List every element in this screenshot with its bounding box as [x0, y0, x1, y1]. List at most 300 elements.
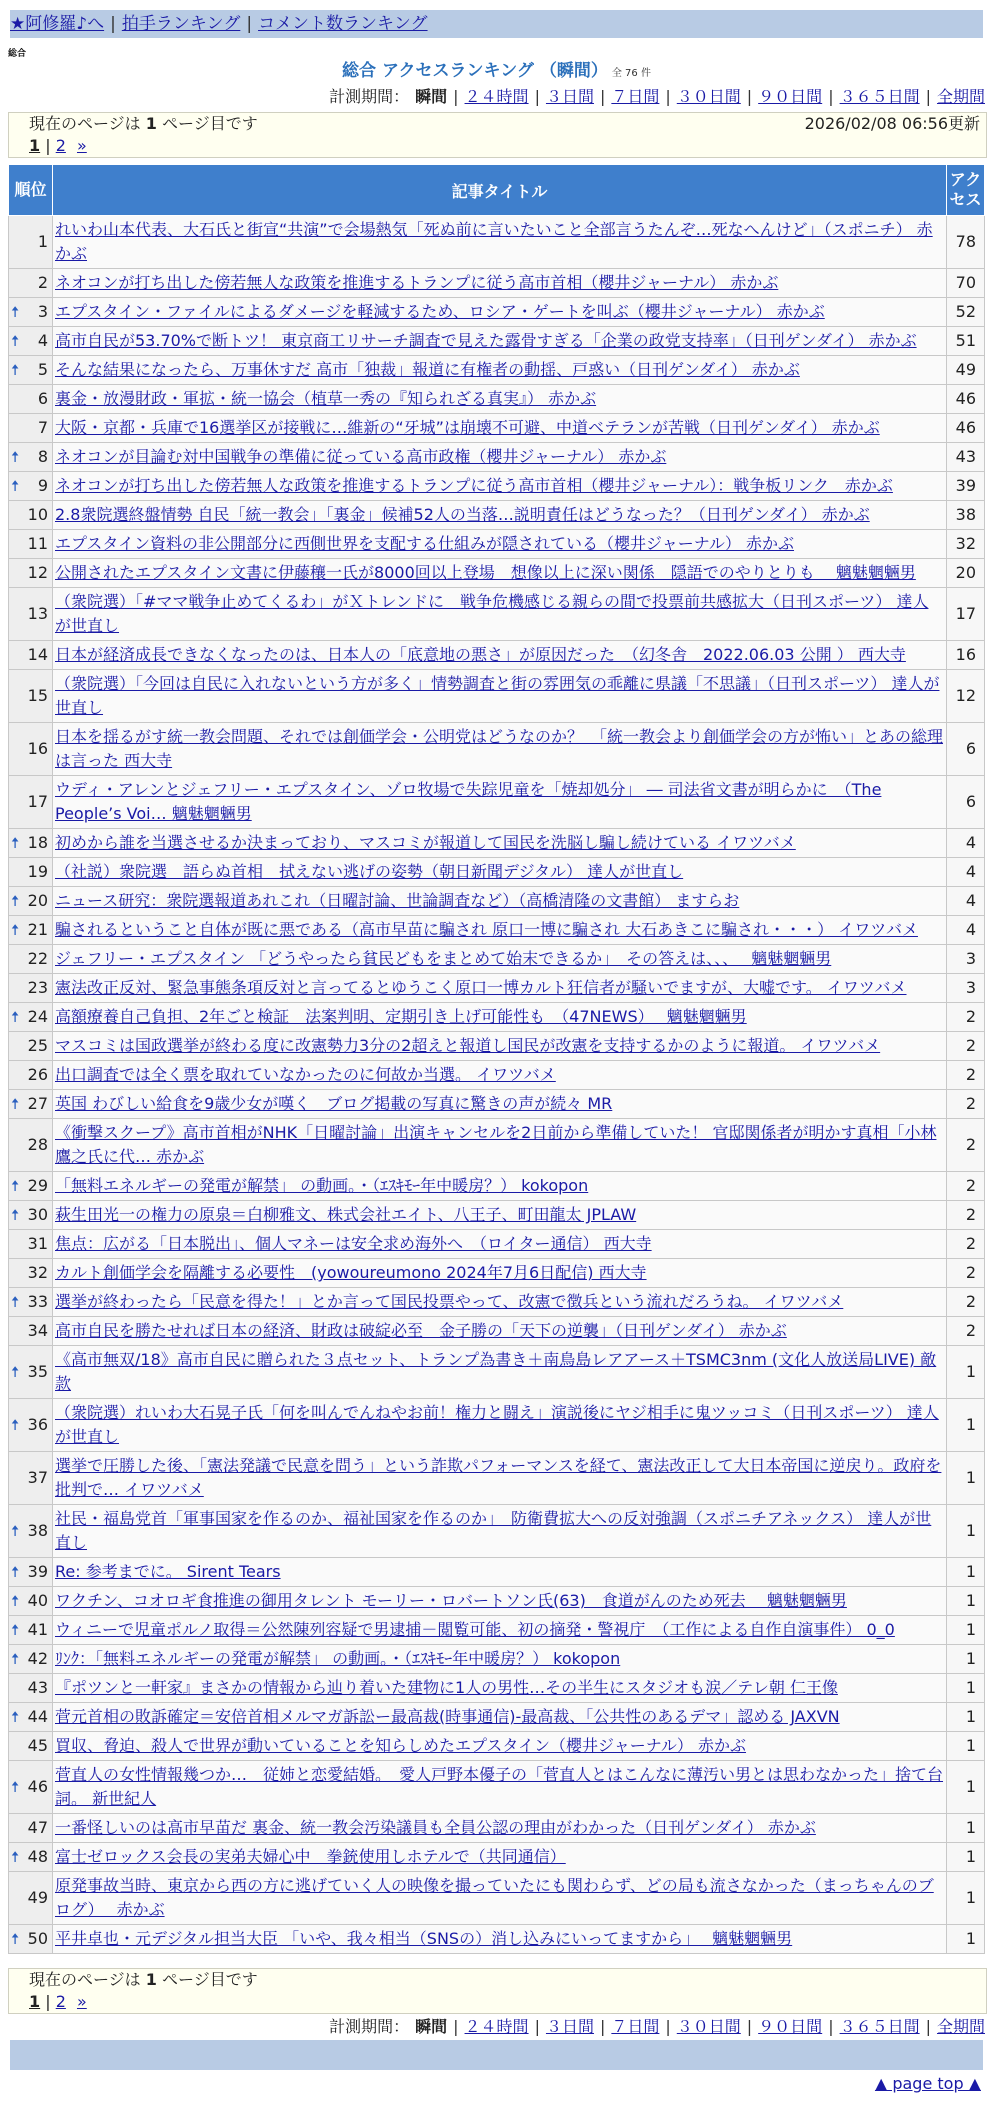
rank-cell [9, 1616, 53, 1645]
page-title [0, 60, 993, 85]
period-30d-link[interactable]: ３０日間 [676, 87, 741, 106]
rank-up-arrow-icon: 🠅 [11, 834, 20, 852]
table-row [9, 501, 985, 530]
article-title-link[interactable]: 「無料エネルギーの発電が解禁」 の動画。・（ｴｽｷﾓｰ年中暖房？） kokopon [55, 1176, 589, 1195]
access-count: 52 [947, 298, 985, 327]
article-title-link[interactable]: 日本が経済成長できなくなったのは、日本人の「底意地の悪さ」が原因だった （幻冬舎 2022.06.03 公開 ） 西大寺 [55, 645, 906, 664]
access-count: 2 [947, 1259, 985, 1288]
page-1-current: 1 [29, 136, 41, 155]
article-title-link[interactable]: ネオコンが打ち出した傍若無人な政策を推進するトランプに従う高市首相（櫻井ジャーナル） 赤かぶ [55, 273, 779, 292]
article-title-link[interactable]: エプスタイン・ファイルによるダメージを軽減するため、ロシア・ゲートを叫ぶ（櫻井ジャーナル） 赤かぶ [55, 302, 825, 321]
nav-separator: | [246, 14, 253, 34]
article-title-link[interactable]: ネオコンが打ち出した傍若無人な政策を推進するトランプに従う高市首相（櫻井ジャーナル）：戦争板リンク 赤かぶ [55, 476, 893, 495]
pagination-links: 1 | 2 » [29, 136, 87, 155]
rank-cell [9, 1003, 53, 1032]
rank-number: 6 [37, 389, 48, 408]
rank-up-arrow-icon: 🠅 [11, 1930, 20, 1948]
rank-number: 35 [27, 1362, 48, 1381]
article-title-link[interactable]: 英国 わびしい給食を9歳少女が嘆く ブログ掲載の写真に驚きの声が続々 MR [55, 1094, 613, 1113]
rank-number: 41 [27, 1620, 48, 1639]
title-cell [53, 1674, 947, 1703]
rank-cell [9, 1761, 53, 1814]
access-count: 2 [947, 1032, 985, 1061]
updated-timestamp: 2026/02/08 06:56更新 [804, 114, 980, 133]
table-row [9, 1346, 985, 1399]
rank-number: 40 [27, 1591, 48, 1610]
article-title-link[interactable]: 焦点：広がる「日本脱出」、個人マネーは安全求め海外へ （ロイター通信） 西大寺 [55, 1234, 652, 1253]
rank-up-arrow-icon: 🠅 [11, 1563, 20, 1581]
article-title-link[interactable]: 選挙で圧勝した後、「憲法発議で民意を問う」という詐欺パフォーマンスを経て、憲法改正して大日本帝国に逆戻り。政府を批判で… イワツバメ [55, 1456, 942, 1499]
table-row [9, 1230, 985, 1259]
title-cell [53, 530, 947, 559]
rank-up-arrow-icon: 🠅 [11, 1621, 20, 1639]
rank-cell [9, 356, 53, 385]
article-title-link[interactable]: 菅直人の女性情報幾つか… 従姉と恋愛結婚。 愛人戸野本優子の「菅直人とはこんなに薄汚い男とは思わなかった」捨て台詞。 新世紀人 [55, 1765, 944, 1808]
title-cell [53, 974, 947, 1003]
rank-number: 29 [27, 1176, 48, 1195]
rank-up-arrow-icon: 🠅 [11, 1008, 20, 1026]
table-row [9, 443, 985, 472]
title-cell [53, 559, 947, 588]
access-count: 51 [947, 327, 985, 356]
table-row [9, 829, 985, 858]
period-all-link[interactable]: 全期間 [936, 2017, 985, 2036]
title-cell [53, 1761, 947, 1814]
title-cell [53, 1452, 947, 1505]
rank-cell [9, 559, 53, 588]
article-title-link[interactable]: （衆院選）「#ママ戦争止めてくるわ」がＸトレンドに 戦争危機感じる親らの間で投票前共感拡大（日刊スポーツ） 達人が世直し [55, 592, 929, 635]
article-title-link[interactable]: ウィニーで児童ポルノ取得＝公然陳列容疑で男逮捕－閲覧可能、初の摘発・警視庁 （工作による自作自演事件） 0_0 [55, 1620, 895, 1639]
rank-number: 27 [27, 1094, 48, 1113]
rank-number: 11 [27, 534, 48, 553]
rank-cell [9, 887, 53, 916]
access-count: 12 [947, 670, 985, 723]
table-row [9, 1732, 985, 1761]
table-row [9, 1761, 985, 1814]
title-cell [53, 1259, 947, 1288]
table-row [9, 945, 985, 974]
rank-up-arrow-icon: 🠅 [11, 1592, 20, 1610]
title-cell [53, 1201, 947, 1230]
title-cell [53, 1872, 947, 1925]
page-status-bottom: 現在のページは 1 ページ目です [29, 1970, 258, 1989]
access-count: 1 [947, 1645, 985, 1674]
access-count: 3 [947, 974, 985, 1003]
period-3d-link[interactable]: ３日間 [545, 2017, 594, 2036]
title-cell [53, 1587, 947, 1616]
rank-number: 12 [27, 563, 48, 582]
rank-cell [9, 588, 53, 641]
article-title-link[interactable]: 騙されるということ自体が既に悪である（高市早苗に騙され 原口一博に騙され 大石あきこに騙され・・・） イワツバメ [55, 920, 918, 939]
clap-ranking-link[interactable]: 拍手ランキング [121, 14, 241, 34]
access-count: 1 [947, 1732, 985, 1761]
rank-number: 38 [27, 1521, 48, 1540]
article-title-link[interactable]: 初めから誰を当選させるか決まっており、マスコミが報道して国民を洗脳し騙し続けている イワツバメ [55, 833, 796, 852]
access-count: 1 [947, 1872, 985, 1925]
rank-cell [9, 501, 53, 530]
table-row [9, 1172, 985, 1201]
access-count: 4 [947, 829, 985, 858]
table-row [9, 858, 985, 887]
rank-up-arrow-icon: 🠅 [11, 1177, 20, 1195]
access-count: 6 [947, 723, 985, 776]
next-page-link[interactable]: » [76, 1992, 87, 2011]
table-row [9, 1674, 985, 1703]
title-cell [53, 916, 947, 945]
rank-up-arrow-icon: 🠅 [11, 303, 20, 321]
table-row [9, 974, 985, 1003]
rank-number: 39 [27, 1562, 48, 1581]
rank-number: 8 [37, 447, 48, 466]
access-count: 1 [947, 1814, 985, 1843]
title-cell [53, 1317, 947, 1346]
rank-cell [9, 1925, 53, 1954]
article-title-link[interactable]: 憲法改正反対、緊急事態条項反対と言ってるとゆうこく原口一博カルト狂信者が騒いでますが、大嘘です。 イワツバメ [55, 978, 907, 997]
access-count: 1 [947, 1674, 985, 1703]
rank-number: 22 [27, 949, 48, 968]
rank-number: 47 [27, 1818, 48, 1837]
article-title-link[interactable]: 萩生田光一の権力の原泉＝白柳雅文、株式会社エイト、八王子、町田龍太 JPLAW [55, 1205, 637, 1224]
article-title-link[interactable]: Re: 参考までに。 Sirent Tears [55, 1562, 281, 1581]
rank-up-arrow-icon: 🠅 [11, 1095, 20, 1113]
rank-up-arrow-icon: 🠅 [11, 361, 20, 379]
title-cell [53, 327, 947, 356]
rank-cell [9, 858, 53, 887]
title-cell [53, 1346, 947, 1399]
access-count: 46 [947, 385, 985, 414]
table-row [9, 327, 985, 356]
access-header: アクセス [947, 165, 985, 216]
article-title-link[interactable]: 平井卓也・元デジタル担当大臣 「いや、我々相当（SNSの）消し込みにいってますから」 魑魅魍魎男 [55, 1929, 793, 1948]
access-count: 17 [947, 588, 985, 641]
rank-number: 17 [27, 792, 48, 811]
title-cell [53, 723, 947, 776]
rank-number: 46 [27, 1777, 48, 1796]
table-row [9, 1090, 985, 1119]
pagination-links-bottom: 1 | 2 » [29, 1992, 87, 2011]
article-title-link[interactable]: 原発事故当時、東京から西の方に逃げていく人の映像を撮っていたにも関わらず、どの局も流さなかった（まっちゃんのブログ） 赤かぶ [55, 1876, 934, 1919]
rank-number: 13 [27, 604, 48, 623]
table-row [9, 414, 985, 443]
access-count: 43 [947, 443, 985, 472]
table-row [9, 1645, 985, 1674]
table-row [9, 559, 985, 588]
table-row [9, 1505, 985, 1558]
table-row [9, 1399, 985, 1452]
access-count: 2 [947, 1119, 985, 1172]
rank-cell [9, 1259, 53, 1288]
page-top-link[interactable]: ▲ page top ▲ [874, 2074, 981, 2093]
period-365d-link[interactable]: ３６５日間 [839, 2017, 920, 2036]
title-cell [53, 829, 947, 858]
access-count: 1 [947, 1558, 985, 1587]
table-row [9, 670, 985, 723]
rank-cell [9, 1399, 53, 1452]
rank-cell [9, 1872, 53, 1925]
access-count: 2 [947, 1172, 985, 1201]
table-row [9, 1288, 985, 1317]
title-header: 記事タイトル [53, 165, 947, 216]
rank-cell [9, 1230, 53, 1259]
article-title-link[interactable]: ジェフリー・エプスタイン 「どうやったら貧民どもをまとめて始末できるか」 その答えは、、、 魑魅魍魎男 [55, 949, 832, 968]
page-1-current: 1 [29, 1992, 41, 2011]
table-row [9, 1925, 985, 1954]
rank-number: 31 [27, 1234, 48, 1253]
rank-number: 28 [27, 1135, 48, 1154]
category-label: 総合 [8, 49, 27, 59]
title-cell [53, 1288, 947, 1317]
article-title-link[interactable]: 日本を揺るがす統一教会問題、それでは創価学会・公明党はどうなのか？ 「統一教会より創価学会の方が怖い」とあの総理は言った 西大寺 [55, 727, 944, 770]
rank-cell [9, 1645, 53, 1674]
article-title-link[interactable]: 公開されたエプスタイン文書に伊藤穰一氏が8000回以上登場 想像以上に深い関係 隠語でのやりとりも 魑魅魍魎男 [55, 563, 916, 582]
article-title-link[interactable]: 菅元首相の敗訴確定＝安倍首相メルマガ訴訟ー最高裁(時事通信)-最高裁、「公共性のあるデマ」認める JAXVN [55, 1707, 840, 1726]
rank-number: 5 [37, 360, 48, 379]
rank-number: 20 [27, 891, 48, 910]
article-title-link[interactable]: 『ポツンと一軒家』まさかの情報から辿り着いた建物に1人の男性…その半生にスタジオも涙／テレ朝 仁王像 [55, 1678, 838, 1697]
rank-cell [9, 829, 53, 858]
access-count: 4 [947, 916, 985, 945]
rank-up-arrow-icon: 🠅 [11, 892, 20, 910]
period-all-link[interactable]: 全期間 [936, 87, 985, 106]
rank-up-arrow-icon: 🠅 [11, 332, 20, 350]
rank-number: 26 [27, 1065, 48, 1084]
title-cell [53, 1003, 947, 1032]
period-90d-link[interactable]: ９０日間 [758, 2017, 823, 2036]
article-title-link[interactable]: 一番怪しいのは高市早苗だ 裏金、統一教会汚染議員も全員公認の理由がわかった（日刊ゲンダイ） 赤かぶ [55, 1818, 816, 1837]
rank-number: 37 [27, 1468, 48, 1487]
article-title-link[interactable]: ネオコンが目論む対中国戦争の準備に従っている高市政権（櫻井ジャーナル） 赤かぶ [55, 447, 667, 466]
rank-number: 25 [27, 1036, 48, 1055]
rank-cell [9, 723, 53, 776]
rank-number: 14 [27, 645, 48, 664]
top-nav-bar [10, 10, 983, 38]
rank-number: 44 [27, 1707, 48, 1726]
pagination-box-top [8, 112, 987, 158]
title-cell [53, 1703, 947, 1732]
rank-number: 4 [37, 331, 48, 350]
rank-cell [9, 974, 53, 1003]
rank-number: 50 [27, 1929, 48, 1948]
table-row [9, 472, 985, 501]
article-title-link[interactable]: マスコミは国政選挙が終わる度に改憲勢力3分の2超えと報道し国民が改憲を支持するかのように報道。 イワツバメ [55, 1036, 881, 1055]
rank-number: 23 [27, 978, 48, 997]
access-count: 2 [947, 1317, 985, 1346]
access-count: 78 [947, 216, 985, 269]
title-cell [53, 356, 947, 385]
access-count: 39 [947, 472, 985, 501]
access-count: 2 [947, 1090, 985, 1119]
title-cell [53, 1558, 947, 1587]
rank-cell [9, 443, 53, 472]
article-title-link[interactable]: 《衝撃スクープ》高市首相がNHK「日曜討論」出演キャンセルを2日前から準備していた！ 官邸関係者が明かす真相「小林鷹之氏に代… 赤かぶ [55, 1123, 937, 1166]
article-title-link[interactable]: 社民・福島党首「軍事国家を作るのか、福祉国家を作るのか」 防衛費拡大への反対強調（スポニチアネックス） 達人が世直し [55, 1509, 932, 1552]
period-7d-link[interactable]: ７日間 [611, 2017, 660, 2036]
article-title-link[interactable]: 富士ゼロックス会長の実弟夫婦心中 拳銃使用しホテルで（共同通信） [55, 1847, 566, 1866]
access-count: 2 [947, 1230, 985, 1259]
rank-cell [9, 1732, 53, 1761]
period-90d-link[interactable]: ９０日間 [758, 87, 823, 106]
title-cell [53, 298, 947, 327]
rank-number: 33 [27, 1292, 48, 1311]
total-count: 全 76 件 [611, 68, 651, 79]
table-row [9, 1814, 985, 1843]
rank-cell [9, 1674, 53, 1703]
article-title-link[interactable]: 高額療養自己負担、2年ごと検証 法案判明、定期引き上げ可能性も （47NEWS） 魑魅魍魎男 [55, 1007, 747, 1026]
article-title-link[interactable]: そんな結果になったら、万事休すだ 高市「独裁」報道に有権者の動揺、戸惑い（日刊ゲンダイ） 赤かぶ [55, 360, 800, 379]
period-30d-link[interactable]: ３０日間 [676, 2017, 741, 2036]
rank-number: 32 [27, 1263, 48, 1282]
period-24h-link[interactable]: ２４時間 [464, 87, 529, 106]
page-2-link[interactable]: 2 [55, 136, 66, 155]
access-count: 4 [947, 887, 985, 916]
article-title-link[interactable]: 高市自民を勝たせれば日本の経済、財政は破綻必至 金子勝の「天下の逆襲」（日刊ゲンダイ） 赤かぶ [55, 1321, 787, 1340]
access-count: 1 [947, 1843, 985, 1872]
access-count: 1 [947, 1346, 985, 1399]
access-count: 3 [947, 945, 985, 974]
rank-cell [9, 1346, 53, 1399]
table-row [9, 1872, 985, 1925]
title-cell [53, 1925, 947, 1954]
pagination-box-bottom [8, 1968, 987, 2014]
table-row [9, 216, 985, 269]
article-title-link[interactable]: （衆院選）れいわ大石晃子氏「何を叫んでんねやお前！権力と闘え」演説後にヤジ相手に鬼ツッコミ（日刊スポーツ） 達人が世直し [55, 1403, 939, 1446]
title-cell [53, 1399, 947, 1452]
rank-cell [9, 414, 53, 443]
title-cell [53, 385, 947, 414]
rank-cell [9, 945, 53, 974]
article-title-link[interactable]: 大阪・京都・兵庫で16選挙区が接戦に…維新の“牙城”は崩壊不可避、中道ベテランが苦戦（日刊ゲンダイ） 赤かぶ [55, 418, 880, 437]
article-title-link[interactable]: ﾘﾝｸ：「無料エネルギーの発電が解禁」 の動画。・（ｴｽｷﾓｰ年中暖房？） kokopon [55, 1649, 621, 1668]
rank-cell [9, 1587, 53, 1616]
rank-cell [9, 1505, 53, 1558]
article-title-link[interactable]: ウディ・アレンとジェフリー・エプスタイン、ゾロ牧場で失踪児童を「焼却処分」 ― 司法省文書が明らかに （The People’s Voi… 魑魅魍魎男 [55, 780, 882, 823]
rank-number: 48 [27, 1847, 48, 1866]
next-page-link[interactable]: » [76, 136, 87, 155]
table-row [9, 588, 985, 641]
access-count: 1 [947, 1703, 985, 1732]
period-24h-link[interactable]: ２４時間 [464, 2017, 529, 2036]
title-cell [53, 1732, 947, 1761]
rank-cell [9, 472, 53, 501]
rank-number: 15 [27, 686, 48, 705]
title-cell [53, 1172, 947, 1201]
title-cell [53, 1645, 947, 1674]
table-row [9, 641, 985, 670]
article-title-link[interactable]: エプスタイン資料の非公開部分に西側世界を支配する仕組みが隠されている（櫻井ジャーナル） 赤かぶ [55, 534, 795, 553]
access-count: 49 [947, 356, 985, 385]
table-row [9, 1119, 985, 1172]
rank-cell [9, 1201, 53, 1230]
article-title-link[interactable]: （衆院選）「今回は自民に入れないという方が多く」情勢調査と街の雰囲気の乖離に県議「不思議」（日刊スポーツ） 達人が世直し [55, 674, 940, 717]
rank-number: 21 [27, 920, 48, 939]
comment-ranking-link[interactable]: コメント数ランキング [258, 14, 428, 34]
table-row [9, 356, 985, 385]
rank-cell [9, 327, 53, 356]
period-7d-link[interactable]: ７日間 [611, 87, 660, 106]
rank-up-arrow-icon: 🠅 [11, 1416, 20, 1434]
title-cell [53, 1616, 947, 1645]
title-cell [53, 887, 947, 916]
article-title-link[interactable]: 高市自民が53.70%で断トツ！ 東京商工リサーチ調査で見えた露骨すぎる「企業の政党支持率」（日刊ゲンダイ） 赤かぶ [55, 331, 917, 350]
access-count: 32 [947, 530, 985, 559]
rank-up-arrow-icon: 🠅 [11, 1522, 20, 1540]
rank-number: 19 [27, 862, 48, 881]
table-row [9, 298, 985, 327]
article-title-link[interactable]: （社説）衆院選 語らぬ首相 拭えない逃げの姿勢（朝日新聞デジタル） 達人が世直し [55, 862, 684, 881]
article-title-link[interactable]: 買収、脅迫、殺人で世界が動いていることを知らしめたエプスタイン（櫻井ジャーナル） 赤かぶ [55, 1736, 747, 1755]
table-row [9, 269, 985, 298]
rank-number: 3 [37, 302, 48, 321]
period-selector-bottom: 計測期間： 瞬間 | ２４時間 | ３日間 | ７日間 | ３０日間 | ９０日間 | ３６５日間 | 全期間 [329, 2017, 985, 2036]
rank-up-arrow-icon: 🠅 [11, 448, 20, 466]
bottom-bar [10, 2040, 983, 2070]
access-count: 2 [947, 1003, 985, 1032]
article-title-link[interactable]: 選挙が終わったら「民意を得た！」とか言って国民投票やって、改憲で徴兵という流れだろうね。 イワツバメ [55, 1292, 844, 1311]
table-row [9, 1201, 985, 1230]
title-cell [53, 1032, 947, 1061]
title-cell [53, 1230, 947, 1259]
asyura-home-link[interactable]: ★阿修羅♪へ [10, 14, 105, 34]
rank-cell [9, 1814, 53, 1843]
rank-number: 9 [37, 476, 48, 495]
ranking-rows [9, 216, 985, 1954]
article-title-link[interactable]: ワクチン、コオロギ食推進の御用タレント モーリー・ロバートソン氏(63) 食道がんのため死去 魑魅魍魎男 [55, 1591, 847, 1610]
rank-up-arrow-icon: 🠅 [11, 1206, 20, 1224]
page-status: 現在のページは 1 ページ目です 2026/02/08 06:56更新 [29, 114, 980, 133]
article-title-link[interactable]: れいわ山本代表、大石氏と街宣“共演”で会場熱気「死ぬ前に言いたいこと全部言うたんぞ…死なへんけど」（スポニチ） 赤かぶ [55, 220, 933, 263]
rank-number: 36 [27, 1415, 48, 1434]
page-2-link[interactable]: 2 [55, 1992, 66, 2011]
article-title-link[interactable]: ニュース研究：衆院選報道あれこれ（日曜討論、世論調査など）（高橋清隆の文書館） ますらお [55, 891, 740, 910]
article-title-link[interactable]: 《高市無双/18》高市自民に贈られた３点セット、トランプ為書き＋南鳥島レアアース＋TSMC3nm (文化人放送局LIVE) 敵款 [55, 1350, 937, 1393]
access-count: 1 [947, 1587, 985, 1616]
article-title-link[interactable]: 裏金・放漫財政・軍拡・統一協会（植草一秀の『知られざる真実』） 赤かぶ [55, 389, 597, 408]
access-count: 20 [947, 559, 985, 588]
rank-number: 49 [27, 1888, 48, 1907]
period-selector-top: 計測期間： 瞬間 | ２４時間 | ３日間 | ７日間 | ３０日間 | ９０日間 | ３６５日間 | 全期間 [329, 87, 985, 106]
access-count: 1 [947, 1925, 985, 1954]
article-title-link[interactable]: カルト創価学会を隔離する必要性 (yowoureumono 2024年7月6日配信) 西大寺 [55, 1263, 647, 1282]
rank-number: 1 [37, 232, 48, 251]
table-row [9, 1317, 985, 1346]
table-row [9, 916, 985, 945]
table-row [9, 1259, 985, 1288]
rank-number: 7 [37, 418, 48, 437]
article-title-link[interactable]: 2.8衆院選終盤情勢 自民「統一教会」「裏金」候補52人の当落…説明責任はどうなった？（日刊ゲンダイ） 赤かぶ [55, 505, 870, 524]
rank-up-arrow-icon: 🠅 [11, 1708, 20, 1726]
rank-number: 16 [27, 739, 48, 758]
rank-header: 順位 [9, 165, 53, 216]
title-cell [53, 588, 947, 641]
rank-cell [9, 776, 53, 829]
rank-cell [9, 1703, 53, 1732]
rank-cell [9, 530, 53, 559]
rank-number: 43 [27, 1678, 48, 1697]
table-row [9, 776, 985, 829]
period-365d-link[interactable]: ３６５日間 [839, 87, 920, 106]
rank-number: 24 [27, 1007, 48, 1026]
rank-number: 10 [27, 505, 48, 524]
rank-up-arrow-icon: 🠅 [11, 1293, 20, 1311]
rank-cell [9, 670, 53, 723]
title-cell [53, 414, 947, 443]
period-3d-link[interactable]: ３日間 [545, 87, 594, 106]
article-title-link[interactable]: 出口調査では全く票を取れていなかったのに何故か当選。 イワツバメ [55, 1065, 556, 1084]
rank-number: 45 [27, 1736, 48, 1755]
title-cell [53, 776, 947, 829]
table-row [9, 1703, 985, 1732]
rank-cell [9, 1317, 53, 1346]
